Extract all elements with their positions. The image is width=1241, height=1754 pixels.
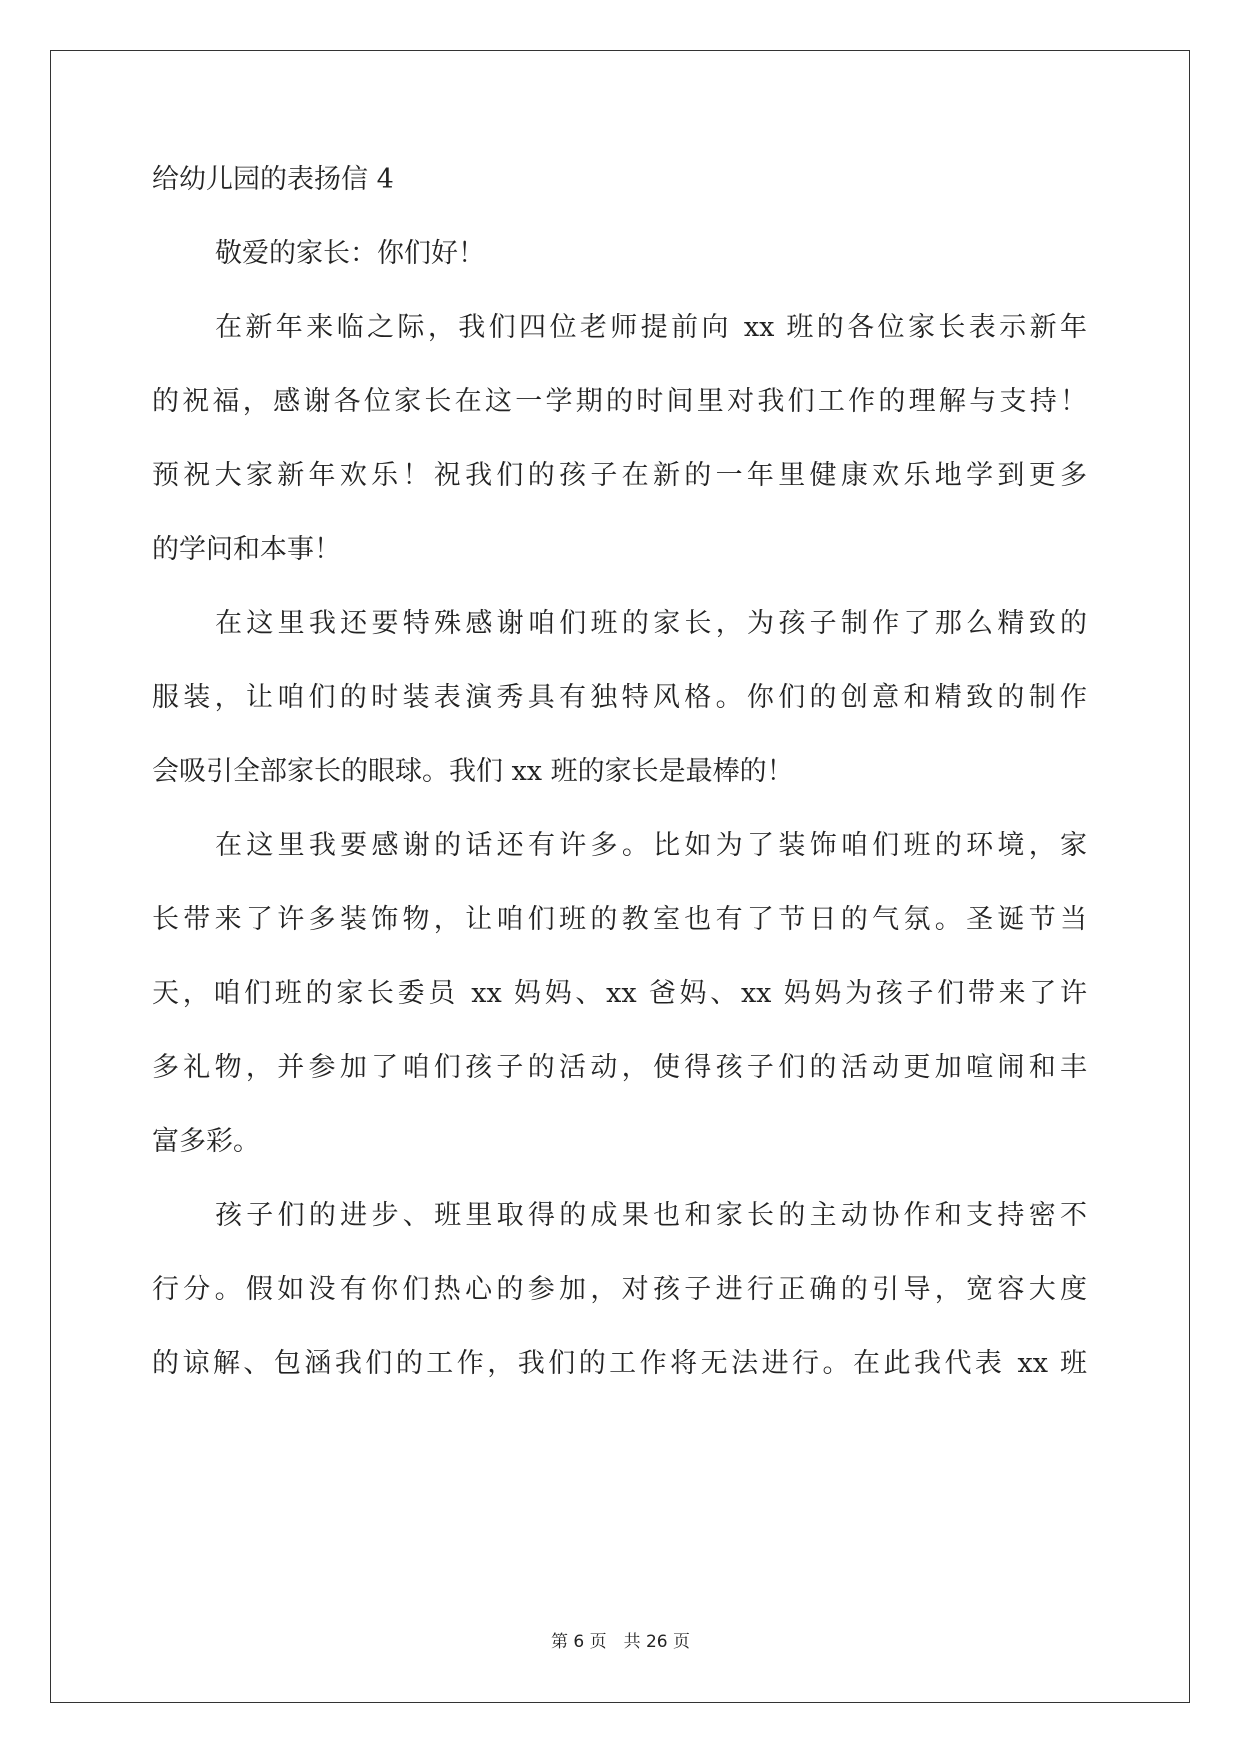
paragraph-1-line-4: 的学问和本事！ (152, 534, 341, 565)
paragraph-4-line-1: 孩子们的进步、班里取得的成果也和家长的主动协作和支持密不 (215, 1200, 1087, 1231)
paragraph-3-line-1: 在这里我要感谢的话还有许多。比如为了装饰咱们班的环境，家 (215, 830, 1087, 861)
paragraph-2-line-3: 会吸引全部家长的眼球。我们 xx 班的家长是最棒的！ (152, 756, 794, 787)
page-border (50, 50, 1190, 1703)
paragraph-3-line-5: 富多彩。 (152, 1126, 260, 1157)
paragraph-2-line-2: 服装，让咱们的时装表演秀具有独特风格。你们的创意和精致的制作 (152, 682, 1087, 713)
paragraph-1-line-1: 在新年来临之际，我们四位老师提前向 xx 班的各位家长表示新年 (215, 312, 1087, 343)
paragraph-4-line-3: 的谅解、包涵我们的工作，我们的工作将无法进行。在此我代表 xx 班 (152, 1348, 1087, 1379)
paragraph-3-line-4: 多礼物，并参加了咱们孩子的活动，使得孩子们的活动更加喧闹和丰 (152, 1052, 1087, 1083)
greeting: 敬爱的家长：你们好！ (215, 238, 485, 269)
paragraph-1-line-3: 预祝大家新年欢乐！祝我们的孩子在新的一年里健康欢乐地学到更多 (152, 460, 1087, 491)
paragraph-1-line-2: 的祝福，感谢各位家长在这一学期的时间里对我们工作的理解与支持！ (152, 386, 1087, 417)
paragraph-3-line-3: 天，咱们班的家长委员 xx 妈妈、xx 爸妈、xx 妈妈为孩子们带来了许 (152, 978, 1087, 1009)
paragraph-2-line-1: 在这里我还要特殊感谢咱们班的家长，为孩子制作了那么精致的 (215, 608, 1087, 639)
paragraph-3-line-2: 长带来了许多装饰物，让咱们班的教室也有了节日的气氛。圣诞节当 (152, 904, 1087, 935)
document-title: 给幼儿园的表扬信 4 (152, 164, 394, 195)
paragraph-4-line-2: 行分。假如没有你们热心的参加，对孩子进行正确的引导，宽容大度 (152, 1274, 1087, 1305)
page-footer (0, 1627, 1241, 1652)
page-number: 第 6 页 共 26 页 (550, 1632, 691, 1652)
